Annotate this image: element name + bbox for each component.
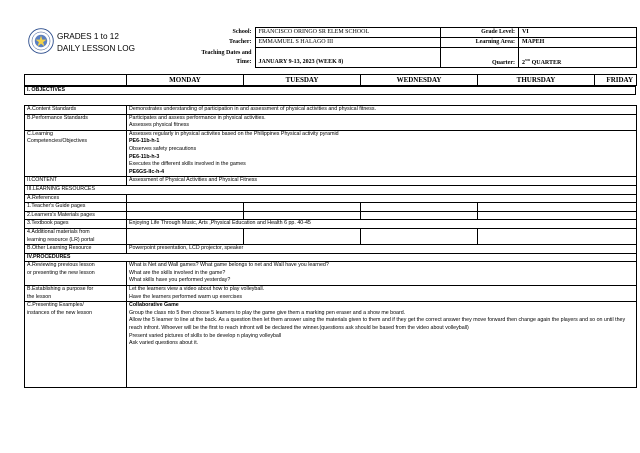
- row-label: III.LEARNING RESOURCES: [25, 185, 637, 194]
- row-label: B.Performance Standards: [25, 114, 127, 130]
- label-line: C.Presenting Examples/: [27, 302, 84, 309]
- label-line: the lesson: [27, 293, 52, 300]
- title-line-1: GRADES 1 to 12: [57, 32, 119, 41]
- teaching-dates-value: JANUARY 9-13, 2023 (WEEK 8): [255, 48, 440, 68]
- label-line: B.Establishing a purpose for: [27, 286, 94, 293]
- purpose-text: [127, 286, 637, 302]
- quarter-ordinal: ND: [525, 57, 531, 62]
- day-cell: [127, 203, 244, 212]
- header-info-left: [160, 27, 441, 68]
- label-line: 4.Additional materials from: [27, 228, 90, 235]
- day-cell: [127, 211, 244, 220]
- row-label: II.CONTENT: [25, 177, 127, 186]
- quarter-number: 2: [522, 59, 525, 66]
- day-thursday: THURSDAY: [478, 75, 595, 86]
- day-cell: [361, 228, 478, 244]
- day-cell: [244, 203, 361, 212]
- row-label: [25, 302, 127, 388]
- text-line: Executes the different skills involved in the games: [129, 161, 246, 168]
- text-line: Have the learners performed warm up exercises: [129, 293, 243, 300]
- row-label: IV.PROCEDURES: [25, 253, 637, 262]
- form-title: [57, 31, 135, 55]
- reviewing-text: [127, 262, 637, 286]
- day-cell: [478, 211, 637, 220]
- performance-standards-text: [127, 114, 637, 130]
- label-line: Competencies/Objectives: [27, 138, 88, 145]
- text-line: Observes safety precautions: [129, 145, 197, 152]
- text-line: Present varied pictures of skills to be develop n playing volleyball: [129, 332, 282, 339]
- content-text: Assessment of Physical Activities and Physical Fitness: [127, 177, 637, 186]
- text-line: What are the skills involved in the game?: [129, 269, 226, 276]
- day-cell: [361, 211, 478, 220]
- references-cell: [127, 194, 637, 203]
- day-tuesday: TUESDAY: [244, 75, 361, 86]
- text-line: Allow the 5 learner to line at the back. As a question then let them answer using the materials given to them and if they get the correct answer they move forward then change again the players and so on until they reach infront. Whoever will be the first to reach infront will be declared the winner.(questions ask should be based from the video about volleyball): [129, 317, 626, 332]
- teaching-dates-label: [160, 48, 255, 68]
- learning-area-label: Learning Area:: [441, 38, 519, 48]
- row-label: 2.Learners's Materials pages: [25, 211, 127, 220]
- deped-seal-icon: [28, 28, 54, 54]
- text-line: Group the class nto 5 then choose 5 learners to play the game give them a marking pen eraser and a show me board.: [129, 309, 406, 316]
- teaching-dates-label-line2: Time:: [236, 58, 252, 65]
- row-label: [25, 286, 127, 302]
- additional-materials-row: [25, 228, 637, 244]
- day-friday: FRIDAY: [595, 75, 637, 86]
- procedures-row: [25, 253, 637, 262]
- learning-area-value: MAPEH: [519, 38, 637, 48]
- learning-resources-row: [25, 185, 637, 194]
- label-line: instances of the new lesson: [27, 309, 93, 316]
- content-standards-row: [25, 106, 637, 115]
- label-line: learning resource (LR) portal: [27, 236, 95, 243]
- school-label: School:: [232, 28, 252, 35]
- row-label: [25, 130, 127, 177]
- label-line: or presenting the new lesson: [27, 269, 95, 276]
- presenting-text: [127, 302, 637, 388]
- day-monday: MONDAY: [127, 75, 244, 86]
- textbook-text: Enjoying Life Through Music, Arts ,Physical Education and Health 6 pp. 40-45: [127, 220, 637, 229]
- header-info-right: [440, 27, 637, 68]
- text-line: Participates and assess performance in physical activities.: [129, 114, 266, 121]
- text-line: What skills have you performed yesterday?: [129, 277, 231, 284]
- lesson-log-table: [24, 105, 637, 388]
- day-cell: [127, 228, 244, 244]
- text-line: Ask varied questions about it.: [129, 340, 199, 347]
- day-cell: [478, 228, 637, 244]
- reviewing-row: [25, 262, 637, 286]
- competencies-text: [127, 130, 637, 177]
- content-row: [25, 177, 637, 186]
- competency-code: PE6GS-IIc-h-4: [129, 168, 165, 175]
- teaching-dates-label-line1: Teaching Dates and: [201, 49, 252, 56]
- performance-standards-row: [25, 114, 637, 130]
- text-line: Let the learners view a video about how to play volleyball.: [129, 286, 265, 293]
- activity-heading: Collaborative Game: [129, 302, 179, 309]
- grade-level-label: Grade Level:: [441, 28, 519, 38]
- content-standards-text: Demonstrates understanding of participation in and assessment of physical activities and physical fitness.: [127, 106, 637, 115]
- day-cell: [244, 228, 361, 244]
- other-resource-text: Powerpoint presentation, LCD projector, speaker: [127, 245, 637, 254]
- row-label: 3.Textbook pages: [25, 220, 127, 229]
- textbook-row: [25, 220, 637, 229]
- references-row: [25, 194, 637, 203]
- row-label: A.References: [25, 194, 127, 203]
- teacher-label: Teacher:: [229, 38, 252, 45]
- grade-level-value: VI: [519, 28, 637, 38]
- row-label: B.Other Learning Resource: [25, 245, 127, 254]
- label-line: A.Reviewing previous lesson: [27, 262, 95, 269]
- school-value: FRANCISCO ORINGO SR ELEM SCHOOL: [255, 28, 440, 38]
- day-wednesday: WEDNESDAY: [361, 75, 478, 86]
- objectives-heading: I. OBJECTIVES: [24, 86, 636, 95]
- quarter-word: QUARTER: [530, 59, 562, 66]
- text-line: What is Net and Wall games? What game belongs to net and Wall have you learned?: [129, 262, 329, 269]
- label-line: C.Learning: [27, 130, 53, 137]
- day-cell: [244, 211, 361, 220]
- text-line: Assesses physical fitness: [129, 122, 190, 129]
- text-line: Assesses regularly in physical activites based on the Philippines Physical activity pyramid: [129, 130, 339, 137]
- row-label: [25, 228, 127, 244]
- learners-materials-row: [25, 211, 637, 220]
- title-line-2: DAILY LESSON LOG: [57, 44, 135, 53]
- day-cell: [478, 203, 637, 212]
- weekday-blank-cell: [25, 75, 127, 86]
- competency-code: PE6-11b-h-1: [129, 138, 160, 145]
- competencies-row: [25, 130, 637, 177]
- row-label: [25, 262, 127, 286]
- weekday-header-row: [24, 74, 637, 86]
- quarter-label: Quarter:: [441, 48, 519, 68]
- quarter-value: [519, 48, 637, 68]
- teachers-guide-row: [25, 203, 637, 212]
- purpose-row: [25, 286, 637, 302]
- other-resource-row: [25, 245, 637, 254]
- teacher-value: EMMAMUEL S HALAGO III: [255, 38, 440, 48]
- row-label: A.Content Standards: [25, 106, 127, 115]
- competency-code: PE6-11b-h-3: [129, 153, 160, 160]
- row-label: 1.Teacher's Guide pages: [25, 203, 127, 212]
- presenting-row: [25, 302, 637, 388]
- day-cell: [361, 203, 478, 212]
